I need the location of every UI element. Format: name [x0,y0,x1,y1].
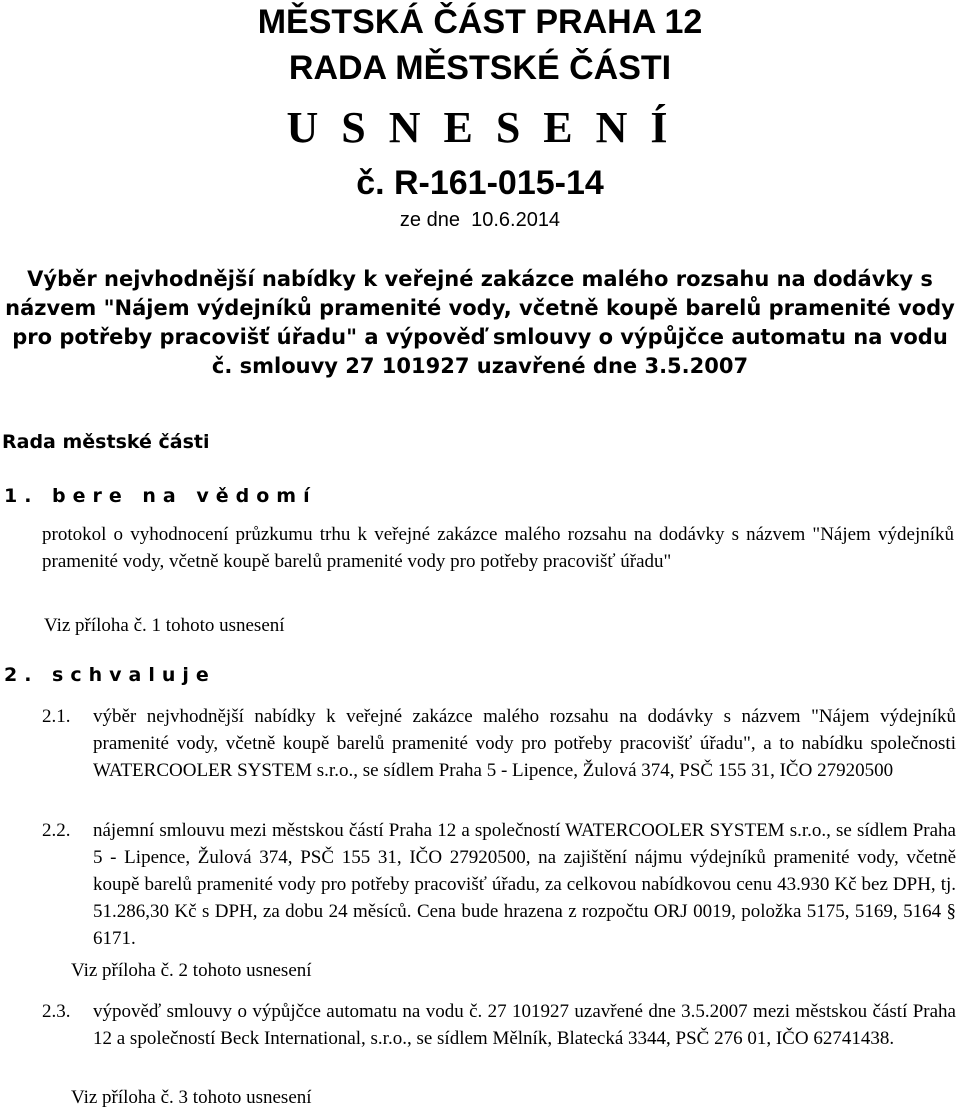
resolution-item [42,817,956,952]
section-1-text: protokol o vyhodnocení průzkumu trhu k veřejné zakázce malého rozsahu na dodávky s názvem "Nájem výdejníků pramenité vody, včetně koupě barelů pramenité vody pro potřeby pracovišť úřadu" [42,524,954,572]
resolution-subject: Výběr nejvhodnější nabídky k veřejné zakázce malého rozsahu na dodávky s názvem "Nájem výdejníků pramenité vody, včetně koupě barelů pramenité vody pro potřeby pracovišť úřadu" a výpověď smlouvy o výpůjčce automatu na vodu č. smlouvy 27 101927 uzavřené dne 3.5.2007 [5,267,955,378]
municipality-name: MĚSTSKÁ ČÁST PRAHA 12 [257,3,703,41]
council-label: Rada městské části [2,431,210,453]
item-number: 2.2. [42,820,71,841]
council-name: RADA MĚSTSKÉ ČÁSTI [288,49,672,87]
attachment-1-reference: Viz příloha č. 1 tohoto usnesení [44,615,285,636]
document-title: U S N E S E N Í [286,103,674,152]
resolution-date: ze dne 10.6.2014 [399,209,561,231]
item-text: výběr nejvhodnější nabídky k veřejné zakázce malého rozsahu na dodávky s názvem "Nájem výdejníků pramenité vody, včetně koupě barelů pramenité vody pro potřeby pracovišť úřadu", a to nabídku společnosti WATERCOOLER SYSTEM s.r.o., se sídlem Praha 5 - Lipence, Žulová 374, PSČ 155 31, IČO 27920500 [93,706,956,781]
resolution-number: č. R-161-015-14 [356,164,604,202]
attachment-3-reference: Viz příloha č. 3 tohoto usnesení [71,1087,312,1108]
section-2-heading: 2. schvaluje [4,664,216,686]
attachment-2-reference: Viz příloha č. 2 tohoto usnesení [71,960,312,981]
item-number: 2.3. [42,1001,71,1022]
resolution-item [42,998,956,1052]
item-number: 2.1. [42,706,71,727]
item-text: výpověď smlouvy o výpůjčce automatu na vodu č. 27 101927 uzavřené dne 3.5.2007 mezi městskou částí Praha 12 a společností Beck International, s.r.o., se sídlem Mělník, Blatecká 3344, PSČ 276 01, IČO 62741438. [93,1001,956,1049]
section-1-heading: 1. bere na vědomí [4,485,317,507]
resolution-item [42,703,956,784]
item-text: nájemní smlouvu mezi městskou částí Praha 12 a společností WATERCOOLER SYSTEM s.r.o., se sídlem Praha 5 - Lipence, Žulová 374, PSČ 155 31, IČO 27920500, na zajištění nájmu výdejníků pramenité vody, včetně koupě barelů pramenité vody pro potřeby pracovišť úřadu, za celkovou nabídkovou cenu 43.930 Kč bez DPH, tj. 51.286,30 Kč s DPH, za dobu 24 měsíců. Cena bude hrazena z rozpočtu ORJ 0019, položka 5175, 5169, 5164 § 6171. [93,820,956,949]
